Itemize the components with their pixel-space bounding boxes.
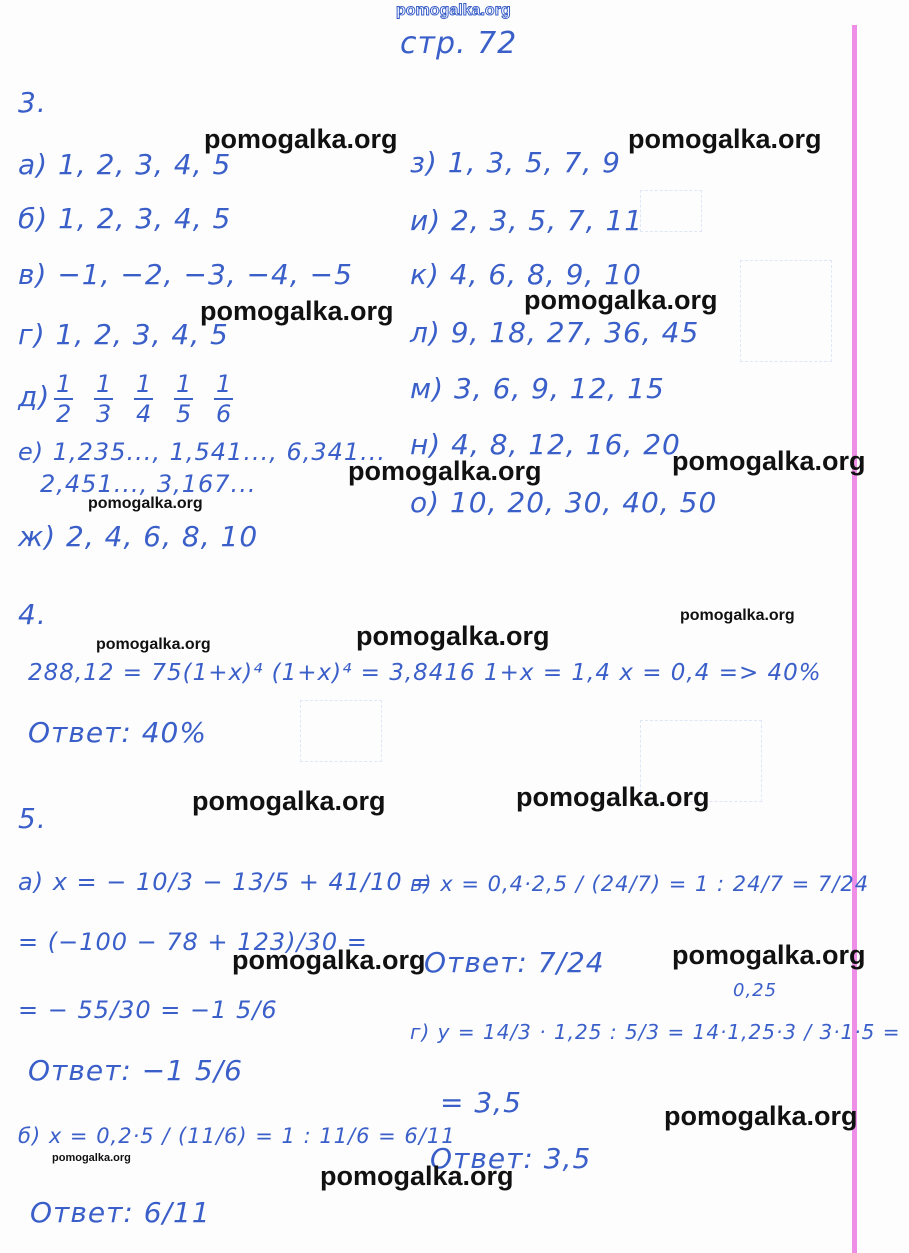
top-watermark: pomogalka.org	[396, 2, 511, 19]
watermark: pomogalka.org	[52, 1152, 131, 1164]
watermark: pomogalka.org	[664, 1101, 858, 1131]
watermark: pomogalka.org	[680, 607, 795, 624]
task5-a-answer: Ответ: −1 5/6	[28, 1054, 243, 1087]
task5-number: 5.	[18, 802, 47, 835]
task3-zh: ж) 2, 4, 6, 8, 10	[18, 520, 259, 553]
watermark: pomogalka.org	[356, 621, 550, 651]
grid-fragment	[740, 260, 832, 362]
task3-d-frac-5: $\frac{1}{6}$	[216, 370, 232, 428]
grid-fragment	[300, 700, 382, 762]
task3-d-frac-2: $\frac{1}{3}$	[96, 370, 112, 428]
page-number: стр. 72	[400, 26, 518, 61]
watermark: pomogalka.org	[672, 446, 866, 476]
task3-o: о) 10, 20, 30, 40, 50	[410, 486, 718, 519]
task3-l: л) 9, 18, 27, 36, 45	[410, 316, 700, 349]
task3-d-frac-3: $\frac{1}{4}$	[136, 370, 152, 428]
task3-d-prefix: д)	[18, 380, 51, 413]
watermark: pomogalka.org	[192, 786, 386, 816]
task3-n: н) 4, 8, 12, 16, 20	[410, 428, 681, 461]
task3-b: б) 1, 2, 3, 4, 5	[18, 202, 232, 235]
grid-fragment	[640, 190, 702, 232]
task4-number: 4.	[18, 598, 47, 631]
task5-v-answer: Ответ: 7/24	[424, 946, 605, 979]
task3-g: г) 1, 2, 3, 4, 5	[18, 318, 229, 351]
task3-v: в) −1, −2, −3, −4, −5	[18, 258, 353, 291]
task3-k: к) 4, 6, 8, 9, 10	[410, 258, 642, 291]
task5-a-line3: = − 55/30 = −1 5/6	[18, 996, 278, 1024]
watermark: pomogalka.org	[320, 1161, 514, 1191]
task3-m: м) 3, 6, 9, 12, 15	[410, 372, 665, 405]
task3-d-frac-4: $\frac{1}{5}$	[176, 370, 192, 428]
task3-e-line2: 2,451..., 3,167...	[40, 470, 257, 498]
task3-i: и) 2, 3, 5, 7, 11	[410, 204, 644, 237]
watermark: pomogalka.org	[232, 945, 426, 975]
watermark: pomogalka.org	[204, 124, 398, 154]
watermark: pomogalka.org	[200, 296, 394, 326]
task4-answer: Ответ: 40%	[28, 716, 207, 749]
task5-g-line2: = 3,5	[440, 1086, 522, 1119]
task3-z: з) 1, 3, 5, 7, 9	[410, 146, 621, 179]
task5-g-answer: Ответ: 3,5	[430, 1142, 592, 1175]
watermark: pomogalka.org	[672, 940, 866, 970]
task5-g-cross: 0,25	[733, 980, 778, 1001]
task3-number: 3.	[18, 86, 47, 119]
task5-g-line: г) y = 14/3 · 1,25 : 5/3 = 14·1,25·3 / 3·1·5 =	[410, 1020, 901, 1044]
watermark: pomogalka.org	[516, 782, 710, 812]
watermark: pomogalka.org	[628, 124, 822, 154]
task3-e-line1: е) 1,235..., 1,541..., 6,341...	[18, 438, 387, 466]
task5-b-answer: Ответ: 6/11	[30, 1196, 211, 1229]
margin-line	[852, 25, 857, 1253]
watermark: pomogalka.org	[348, 456, 542, 486]
task3-d-frac-1: $\frac{1}{2}$	[56, 370, 72, 428]
watermark: pomogalka.org	[524, 285, 718, 315]
watermark: pomogalka.org	[96, 636, 211, 653]
task5-v-line: в) x = 0,4·2,5 / (24/7) = 1 : 24/7 = 7/24	[410, 872, 870, 896]
task5-b-line: б) x = 0,2·5 / (11/6) = 1 : 11/6 = 6/11	[18, 1124, 456, 1148]
task3-a: а) 1, 2, 3, 4, 5	[18, 148, 232, 181]
task5-a-line2: = (−100 − 78 + 123)/30 =	[18, 928, 368, 956]
task5-a-line1: а) x = − 10/3 − 13/5 + 41/10 =	[18, 868, 433, 896]
watermark: pomogalka.org	[88, 495, 203, 512]
task4-equation: 288,12 = 75(1+x)⁴ (1+x)⁴ = 3,8416 1+x = 1,4 x = 0,4 => 40%	[28, 660, 822, 686]
